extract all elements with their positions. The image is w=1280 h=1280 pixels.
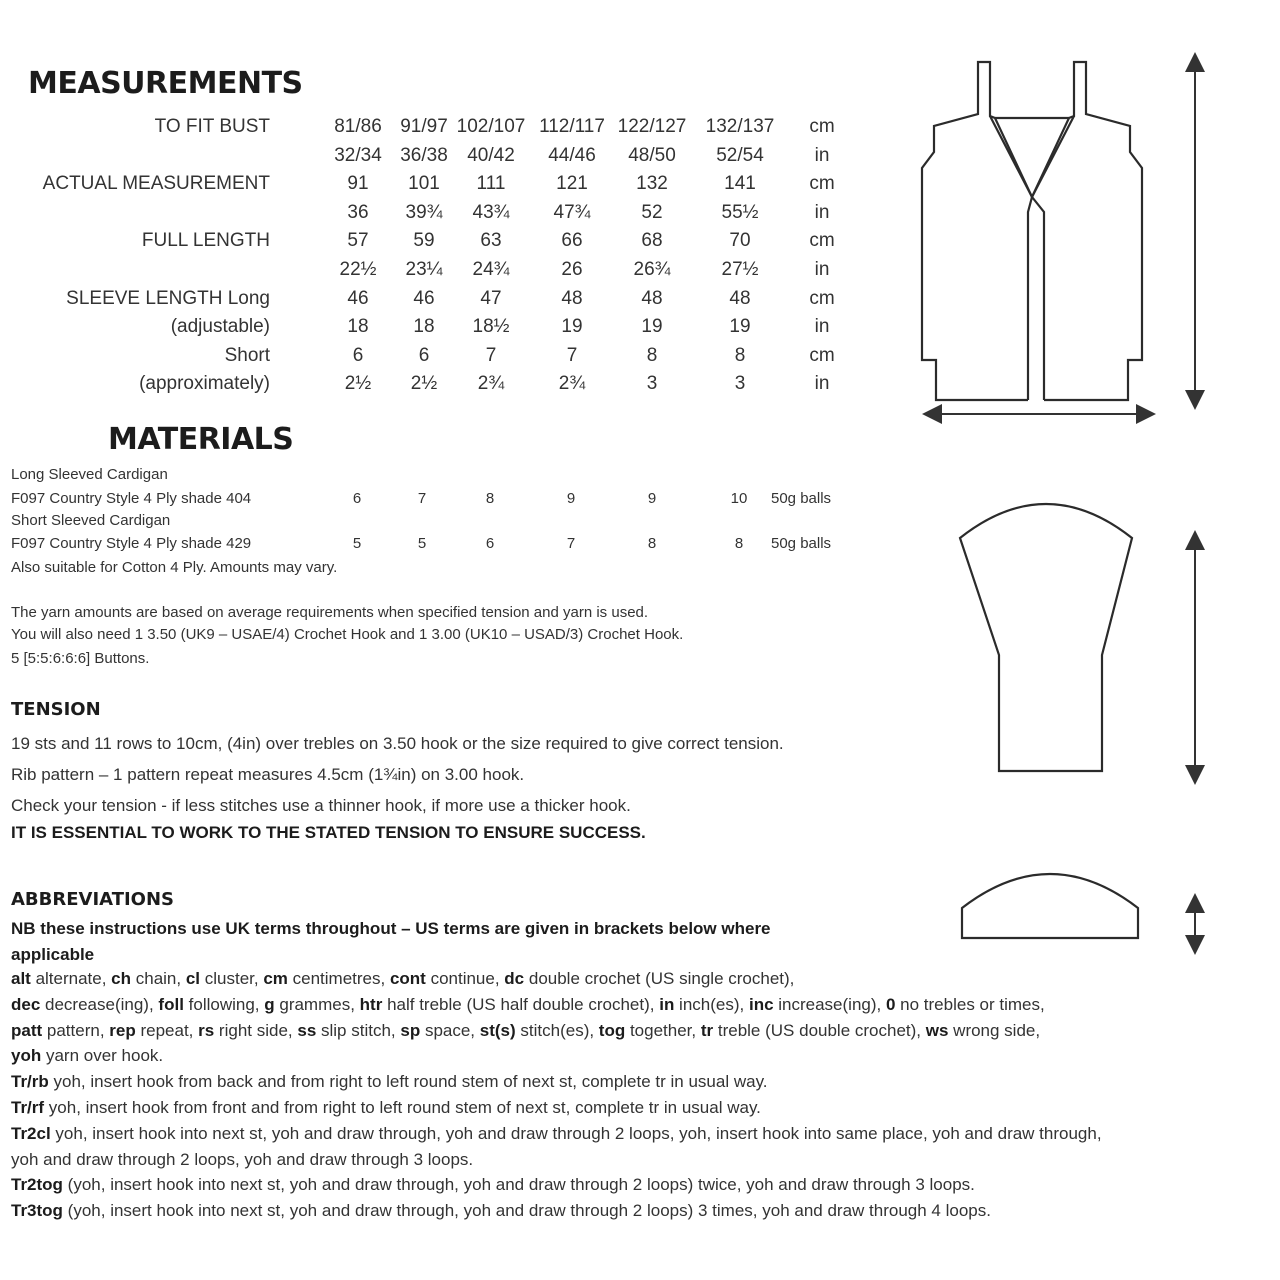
measurement-value: 47 [480, 287, 502, 309]
abbreviations-nb-line-2: applicable [11, 945, 95, 964]
abbreviation-line [11, 1098, 761, 1118]
abbreviation-definition: centimetres, [287, 969, 390, 988]
right-front-edge [1032, 116, 1074, 197]
abbreviation-term: Tr2tog [11, 1175, 63, 1195]
abbreviation-term: foll [158, 994, 184, 1014]
abbreviation-term: htr [359, 994, 383, 1014]
abbreviation-definition: treble (US double crochet), [713, 1020, 926, 1040]
measurements-title: MEASUREMENTS [28, 66, 303, 101]
abbreviation-term: Tr/rb [11, 1072, 49, 1092]
material-value: 10 [730, 490, 748, 507]
abbreviation-term: sp [400, 1020, 421, 1040]
material-value: 8 [734, 535, 744, 552]
abbreviation-line [11, 1072, 768, 1092]
hook-note: You will also need 1 3.50 (UK9 – USAE/4) Crochet Hook and 1 3.00 (UK10 – USAD/3) Crochet Hook. [11, 626, 684, 643]
material-value: 5 [417, 535, 427, 552]
measurement-value: 47¾ [553, 201, 591, 223]
material-value: 8 [485, 490, 495, 507]
yarn-amount-note: The yarn amounts are based on average requirements when specified tension and yarn is used. [11, 604, 649, 621]
measurement-value: 70 [729, 230, 751, 252]
abbreviation-term: in [659, 994, 675, 1014]
tension-essential: IT IS ESSENTIAL TO WORK TO THE STATED TENSION TO ENSURE SUCCESS. [11, 823, 646, 842]
measurement-label: TO FIT BUST [154, 116, 270, 137]
abbreviation-term: yoh [11, 1046, 42, 1066]
measurement-label: ACTUAL MEASUREMENT [42, 173, 270, 195]
abbreviation-line [11, 1046, 163, 1066]
abbreviation-term: patt [11, 1020, 43, 1040]
material-value: 9 [566, 490, 576, 507]
measurement-unit: in [814, 373, 830, 395]
measurement-value: 39¾ [405, 201, 443, 223]
measurement-value: 3 [734, 373, 746, 395]
measurement-value: 18 [347, 316, 369, 338]
abbreviation-term: cont [389, 969, 426, 988]
measurement-value: 7 [485, 344, 497, 366]
measurement-value: 101 [408, 173, 440, 195]
abbreviation-term: Tr3tog [11, 1201, 63, 1221]
measurement-value: 112/117 [539, 116, 605, 137]
measurement-value: 57 [347, 230, 369, 252]
measurement-value: 19 [729, 316, 751, 338]
abbreviation-definition: chain, [131, 969, 186, 988]
measurement-value: 8 [646, 344, 658, 366]
measurement-value: 52/54 [716, 144, 764, 166]
abbreviation-definition: wrong side, [948, 1020, 1041, 1040]
measurement-value: 6 [418, 344, 430, 366]
abbreviation-term: ch [111, 969, 132, 988]
abbreviation-term: alt [11, 969, 31, 988]
measurement-value: 36/38 [400, 144, 448, 166]
measurement-value: 48 [641, 287, 663, 309]
abbreviation-definition: pattern, [42, 1020, 110, 1040]
measurement-label: FULL LENGTH [141, 230, 270, 252]
abbreviation-term: tog [598, 1020, 626, 1040]
measurement-value: 19 [561, 316, 583, 338]
long-sleeve-piece [960, 504, 1132, 771]
measurement-value: 26¾ [633, 259, 671, 280]
abbreviation-term: ss [297, 1020, 317, 1040]
abbreviation-definition: alternate, [30, 969, 112, 988]
measurement-value: 22½ [339, 259, 377, 280]
abbreviation-definition: repeat, [135, 1020, 199, 1040]
long-cardigan-heading: Long Sleeved Cardigan [11, 466, 168, 483]
left-front-edge [990, 116, 1032, 197]
abbreviation-term: inc [748, 994, 774, 1014]
measurement-unit: cm [809, 230, 835, 252]
tension-line-1: 19 sts and 11 rows to 10cm, (4in) over trebles on 3.50 hook or the size required to give correct tension. [11, 734, 784, 753]
measurement-unit: cm [809, 173, 835, 195]
measurement-label: Short [224, 344, 270, 366]
measurement-value: 141 [724, 173, 756, 195]
measurement-value: 132 [636, 173, 668, 195]
measurement-value: 48 [729, 287, 751, 309]
abbreviation-line [11, 969, 794, 989]
measurement-value: 26 [561, 259, 583, 280]
material-value: 7 [417, 490, 427, 507]
measurement-unit: cm [809, 287, 835, 309]
abbreviation-definition: together, [625, 1020, 701, 1040]
abbreviation-term: tr [700, 1020, 714, 1040]
measurement-unit: cm [809, 116, 835, 137]
measurement-value: 3 [646, 373, 658, 395]
abbreviation-term: rs [198, 1020, 215, 1040]
abbreviation-term: dec [11, 994, 41, 1014]
measurement-value: 6 [352, 344, 364, 366]
abbreviation-definition: grammes, [274, 994, 360, 1014]
body-piece [922, 62, 1142, 400]
measurement-value: 46 [347, 287, 369, 309]
measurement-value: 7 [566, 344, 578, 366]
buttons-note: 5 [5:5:6:6:6] Buttons. [11, 650, 150, 667]
measurement-value: 32/34 [334, 144, 382, 166]
materials-title: MATERIALS [108, 422, 294, 457]
measurement-label: (adjustable) [170, 316, 270, 338]
abbreviation-term: Tr/rf [11, 1098, 45, 1117]
short-sleeve-piece [962, 874, 1138, 938]
material-value: 6 [485, 535, 495, 552]
abbreviation-term: cl [185, 969, 201, 988]
measurement-value: 43¾ [472, 201, 510, 223]
material-value: 5 [352, 535, 362, 552]
measurement-value: 40/42 [467, 144, 515, 166]
abbreviation-line [11, 1124, 1102, 1144]
measurement-value: 2¾ [558, 373, 586, 395]
measurement-value: 59 [413, 230, 435, 252]
measurement-value: 66 [561, 230, 583, 252]
measurement-unit: in [814, 144, 830, 166]
abbreviation-definition: slip stitch, [316, 1020, 401, 1040]
abbreviation-definition: inch(es), [674, 994, 749, 1014]
material-value: 9 [647, 490, 657, 507]
abbreviation-line [11, 1175, 975, 1195]
measurement-unit: cm [809, 344, 835, 366]
material-value: 8 [647, 535, 657, 552]
measurement-value: 2½ [410, 373, 438, 395]
short-yarn-label: F097 Country Style 4 Ply shade 429 [11, 535, 252, 552]
abbreviation-definition: (yoh, insert hook into next st, yoh and draw through, yoh and draw through 2 loops) twice, yoh and draw through 3 loops. [62, 1175, 975, 1195]
measurement-value: 48/50 [628, 144, 676, 166]
measurement-label: SLEEVE LENGTH Long [66, 287, 270, 309]
abbreviation-term: 0 [885, 994, 896, 1014]
measurement-value: 24¾ [472, 259, 510, 280]
front-opening [1028, 197, 1044, 400]
measurement-unit: in [814, 259, 830, 280]
tension-line-3: Check your tension - if less stitches use a thinner hook, if more use a thicker hook. [11, 796, 631, 815]
abbreviation-definition: yoh, insert hook from back and from right to left round stem of next st, complete tr in usual way. [48, 1072, 768, 1092]
abbreviation-definition: following, [183, 994, 265, 1014]
measurement-value: 81/86 [334, 116, 382, 137]
measurement-value: 122/127 [617, 116, 687, 137]
measurement-value: 2½ [344, 373, 372, 395]
abbreviation-definition: decrease(ing), [40, 994, 159, 1014]
measurement-value: 18½ [472, 316, 510, 338]
abbreviation-definition: increase(ing), [773, 994, 886, 1014]
measurement-value: 52 [641, 201, 663, 223]
abbreviation-definition: cluster, [200, 969, 264, 988]
abbreviation-definition: yarn over hook. [41, 1046, 164, 1066]
measurement-value: 46 [413, 287, 435, 309]
abbreviation-definition: continue, [425, 969, 505, 988]
measurement-value: 121 [556, 173, 588, 195]
abbreviation-line [11, 1201, 991, 1221]
measurement-value: 36 [347, 201, 369, 223]
measurement-value: 27½ [721, 259, 759, 280]
abbreviation-definition: space, [420, 1020, 480, 1040]
abbreviation-definition: yoh and draw through 2 loops, yoh and draw through 3 loops. [11, 1149, 474, 1169]
tension-line-2: Rib pattern – 1 pattern repeat measures 4.5cm (1¾in) on 3.00 hook. [11, 765, 525, 784]
abbreviation-definition: right side, [214, 1020, 298, 1040]
abbreviation-term: g [264, 994, 275, 1014]
abbreviations-title: ABBREVIATIONS [11, 889, 174, 910]
abbreviation-definition: yoh, insert hook into next st, yoh and draw through, yoh and draw through 2 loops, yoh, insert hook into same place, yoh and draw through, [50, 1123, 1102, 1143]
long-yarn-unit: 50g balls [771, 490, 832, 507]
abbreviation-definition: no trebles or times, [895, 994, 1045, 1014]
abbreviation-definition: yoh, insert hook from front and from right to left round stem of next st, complete tr in usual way. [44, 1098, 761, 1117]
measurement-value: 23¼ [405, 259, 443, 280]
measurement-value: 63 [480, 230, 502, 252]
abbreviation-term: rep [109, 1020, 136, 1040]
measurement-value: 8 [734, 344, 746, 366]
measurement-value: 44/46 [548, 144, 596, 166]
abbreviation-term: cm [263, 969, 288, 988]
abbreviations-nb-line-1: NB these instructions use UK terms throughout – US terms are given in brackets below where [11, 919, 771, 938]
tension-title: TENSION [11, 699, 101, 720]
long-yarn-label: F097 Country Style 4 Ply shade 404 [11, 490, 252, 507]
measurement-unit: in [814, 316, 830, 338]
abbreviation-term: Tr2cl [11, 1123, 51, 1143]
measurement-value: 18 [413, 316, 435, 338]
measurement-value: 111 [476, 173, 506, 195]
short-cardigan-heading: Short Sleeved Cardigan [11, 512, 171, 529]
material-value: 7 [566, 535, 576, 552]
measurement-label: (approximately) [139, 373, 270, 395]
abbreviation-definition: double crochet (US single crochet), [524, 969, 795, 988]
abbreviation-term: st(s) [479, 1020, 516, 1040]
abbreviation-term: ws [925, 1020, 949, 1040]
measurement-value: 91/97 [400, 116, 448, 137]
abbreviation-term: dc [504, 969, 525, 988]
abbreviation-line [11, 1150, 473, 1170]
measurement-value: 68 [641, 230, 663, 252]
measurement-value: 48 [561, 287, 583, 309]
diagram-panel [880, 40, 1280, 1040]
measurement-value: 55½ [721, 201, 759, 223]
measurement-unit: in [814, 201, 830, 223]
measurement-value: 19 [641, 316, 663, 338]
material-value: 6 [352, 490, 362, 507]
abbreviation-definition: stitch(es), [515, 1020, 599, 1040]
also-suitable-note: Also suitable for Cotton 4 Ply. Amounts may vary. [11, 559, 338, 576]
measurement-value: 132/137 [705, 116, 775, 137]
abbreviation-definition: (yoh, insert hook into next st, yoh and draw through, yoh and draw through 2 loops) 3 times, yoh and draw through 4 loops. [62, 1201, 991, 1221]
abbreviation-definition: half treble (US half double crochet), [382, 994, 660, 1014]
measurement-value: 2¾ [477, 373, 505, 395]
measurement-value: 91 [347, 173, 369, 195]
short-yarn-unit: 50g balls [771, 535, 832, 552]
measurement-value: 102/107 [456, 116, 526, 137]
